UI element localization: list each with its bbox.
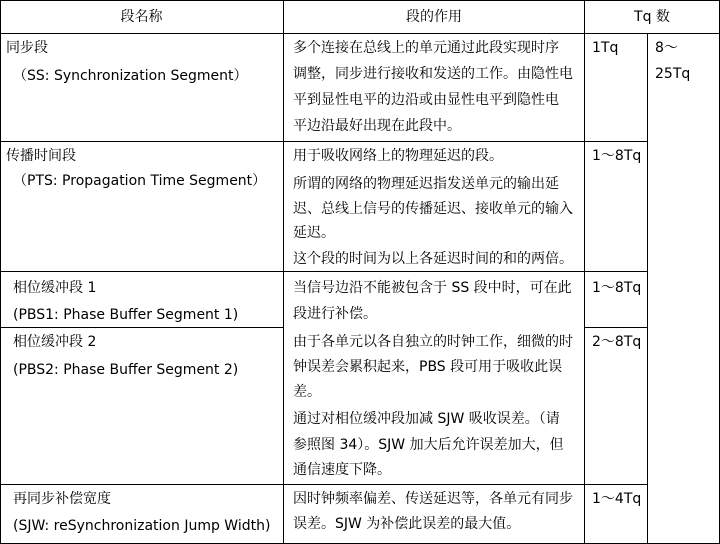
segment-desc-line: 段进行补偿。 xyxy=(293,306,377,322)
segment-desc-line: 因时钟频率偏差、传送延迟等，各单元有同步 xyxy=(293,491,573,507)
segment-tq: 1～8Tq xyxy=(592,148,642,164)
segment-name-cn: 传播时间段 xyxy=(6,148,76,164)
segment-tq: 2～8Tq xyxy=(592,334,642,350)
rule-col1 xyxy=(283,0,284,544)
rule-header xyxy=(0,33,720,34)
segment-name-en: (SJW: reSynchronization Jump Width) xyxy=(13,518,271,534)
header-segment: 段名称 xyxy=(120,9,163,25)
segment-desc-line: 钟误差会累积起来，PBS 段可用于吸收此误 xyxy=(293,359,563,375)
segment-desc-line: 调整，同步进行接收和发送的工作。由隐性电 xyxy=(293,66,573,82)
segment-name-cn: 同步段 xyxy=(6,40,48,56)
segment-name-en: （PTS: Propagation Time Segment） xyxy=(13,173,267,189)
segment-desc-line: 差。 xyxy=(293,384,321,400)
total-tq-line: 25Tq xyxy=(655,66,691,82)
rule-row2 xyxy=(0,271,647,272)
segment-desc-line: 所谓的网络的物理延迟指发送单元的输出延 xyxy=(293,176,559,192)
segment-name-cn: 再同步补偿宽度 xyxy=(13,491,111,507)
segment-desc-line: 平边沿最好出现在此段中。 xyxy=(293,118,461,134)
segment-name-en: (PBS2: Phase Buffer Segment 2) xyxy=(13,362,239,378)
segment-name-en: (PBS1: Phase Buffer Segment 1) xyxy=(13,307,239,323)
segment-name-cn: 相位缓冲段 1 xyxy=(13,280,97,296)
segment-desc-line: 多个连接在总线上的单元通过此段实现时序 xyxy=(293,40,559,56)
header-function: 段的作用 xyxy=(406,9,462,25)
total-tq-line: 8～ xyxy=(655,40,678,56)
rule-row1 xyxy=(0,141,647,142)
rule-col3 xyxy=(647,33,648,544)
segment-desc-line: 平到显性电平的边沿或由显性电平到隐性电 xyxy=(293,92,559,108)
segment-desc-line: 通过对相位缓冲段加减 SJW 吸收误差。（请 xyxy=(293,411,560,427)
segment-tq: 1Tq xyxy=(592,40,619,56)
segment-desc-line: 这个段的时间为以上各延迟时间的和的两倍。 xyxy=(293,251,573,267)
rule-col2 xyxy=(584,0,585,544)
rule-row3-right xyxy=(584,327,647,328)
segment-desc-line: 延迟。 xyxy=(293,225,335,241)
segment-desc-line: 由于各单元以各自独立的时钟工作，细微的时 xyxy=(293,334,573,350)
segment-desc-line: 当信号边沿不能被包含于 SS 段中时，可在此 xyxy=(293,280,572,296)
segment-desc-line: 用于吸收网络上的物理延迟的段。 xyxy=(293,148,503,164)
segment-name-en: （SS: Synchronization Segment） xyxy=(13,68,248,84)
segment-desc-line: 误差。SJW 为补偿此误差的最大值。 xyxy=(293,516,521,532)
segment-tq: 1～8Tq xyxy=(592,280,642,296)
segment-name-cn: 相位缓冲段 2 xyxy=(13,334,97,350)
rule-row4 xyxy=(0,484,647,485)
rule-left xyxy=(0,0,1,544)
rule-top xyxy=(0,0,720,1)
segment-desc-line: 迟、总线上信号的传播延迟、接收单元的输入 xyxy=(293,201,573,217)
rule-row3-left xyxy=(0,327,283,328)
segment-desc-line: 通信速度下降。 xyxy=(293,462,391,478)
header-tq: Tq 数 xyxy=(634,9,670,25)
segment-desc-line: 参照图 34）。SJW 加大后允许误差加大，但 xyxy=(293,437,564,453)
segment-tq: 1～4Tq xyxy=(592,491,642,507)
